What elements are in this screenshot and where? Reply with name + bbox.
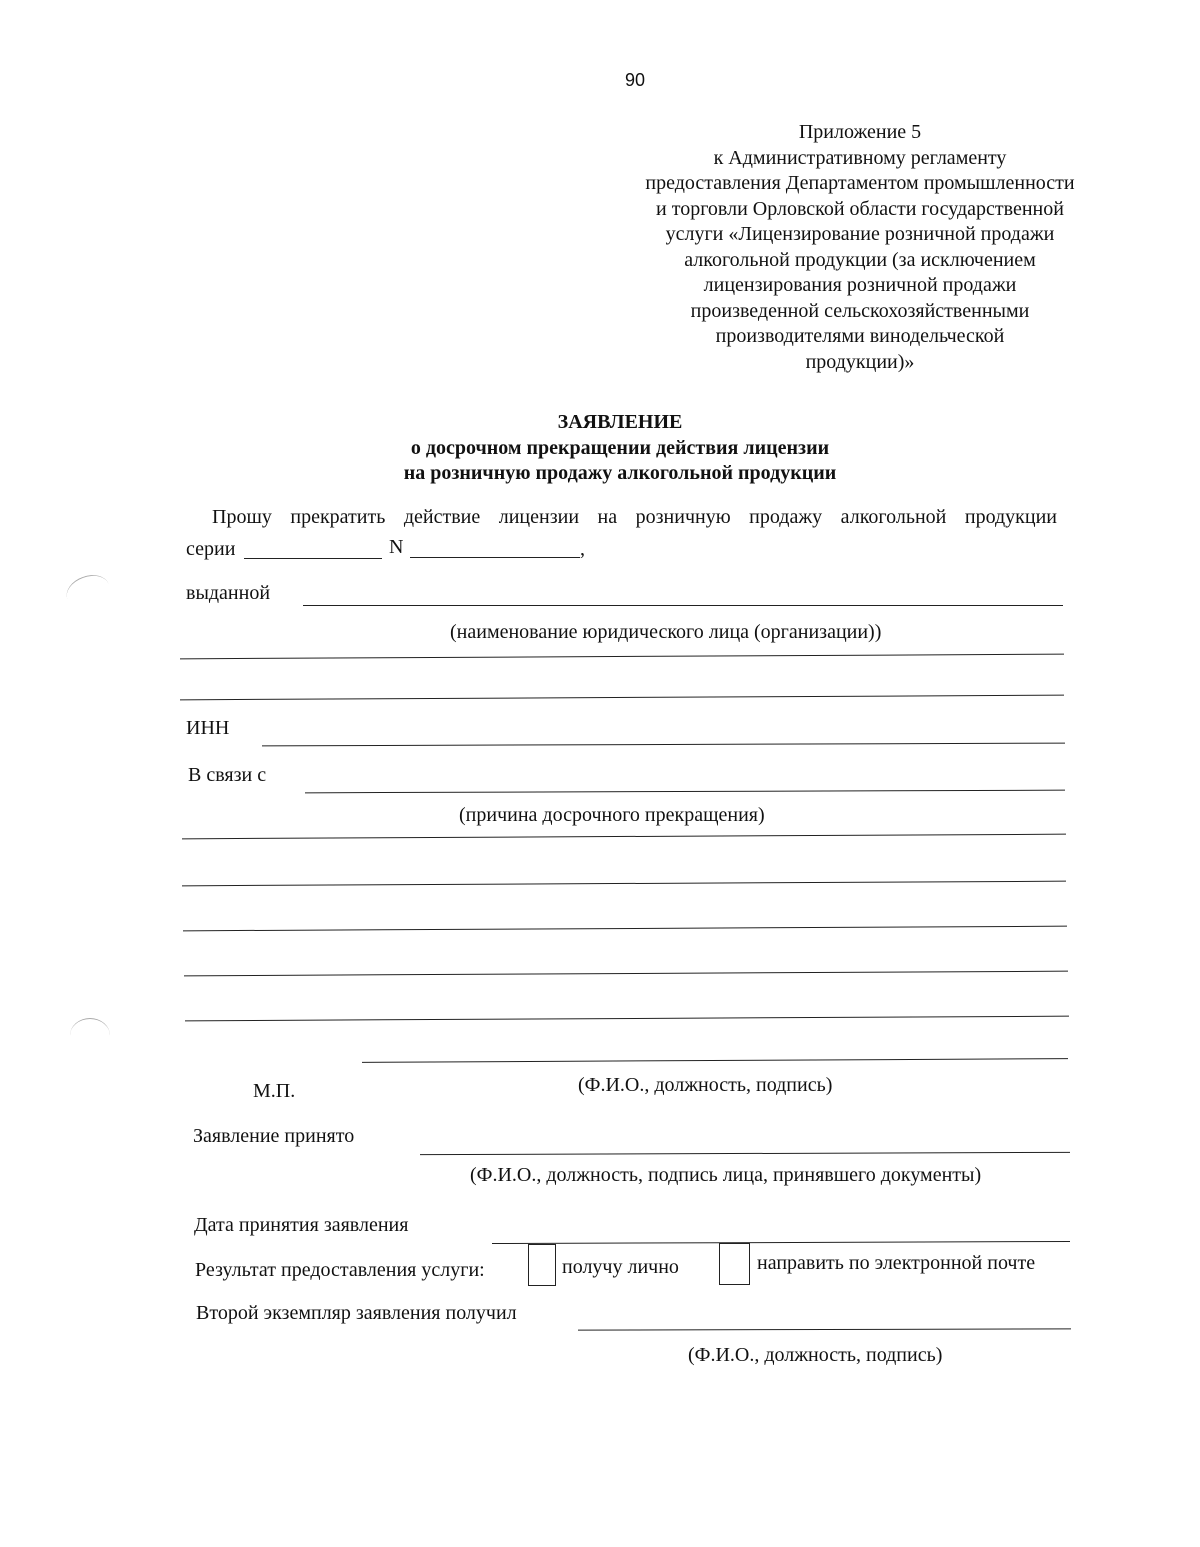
appendix-header	[600, 120, 1120, 375]
date-label: Дата принятия заявления	[194, 1214, 409, 1236]
document-subtitle-line-2: на розничную продажу алкогольной продукции	[403, 462, 837, 484]
accepted-hint: (Ф.И.О., должность, подпись лица, принявшего документы)	[470, 1164, 982, 1186]
copy-received-hint: (Ф.И.О., должность, подпись)	[688, 1344, 943, 1366]
appendix-line: предоставления Департаментом промышленности	[645, 172, 1075, 194]
email-option-label: направить по электронной почте	[757, 1252, 1036, 1274]
number-field[interactable]	[410, 557, 580, 558]
stamp-label: М.П.	[253, 1080, 296, 1102]
reason-field-line-1[interactable]	[182, 834, 1066, 840]
issued-field[interactable]	[303, 605, 1063, 606]
document-subtitle-line-1: о досрочном прекращении действия лицензии	[410, 437, 830, 459]
reason-field-line-3[interactable]	[183, 926, 1067, 932]
inn-label: ИНН	[186, 717, 230, 739]
document-title: ЗАЯВЛЕНИЕ	[557, 411, 683, 433]
appendix-line: услуги «Лицензирование розничной продажи	[665, 223, 1055, 245]
signature-field[interactable]	[362, 1058, 1068, 1063]
org-name-field-line-1[interactable]	[180, 654, 1064, 660]
copy-received-label: Второй экземпляр заявления получил	[196, 1302, 517, 1324]
request-text: Прошу прекратить действие лицензии на розничную продажу алкогольной продукции	[212, 506, 1057, 528]
reason-field-line-5[interactable]	[185, 1016, 1069, 1022]
inn-field[interactable]	[262, 743, 1065, 747]
signature-hint: (Ф.И.О., должность, подпись)	[578, 1074, 833, 1096]
org-name-field-line-2[interactable]	[180, 695, 1064, 701]
appendix-line: лицензирования розничной продажи	[703, 274, 1017, 296]
issued-label: выданной	[186, 582, 271, 604]
punch-hole-shadow	[62, 569, 114, 613]
reason-field[interactable]	[305, 790, 1065, 794]
appendix-line: и торговли Орловской области государственной	[656, 197, 1064, 220]
appendix-line: алкогольной продукции (за исключением	[684, 248, 1036, 271]
accepted-field[interactable]	[420, 1152, 1070, 1155]
comma: ,	[580, 538, 585, 560]
copy-received-field[interactable]	[578, 1328, 1071, 1330]
reason-field-line-2[interactable]	[182, 881, 1066, 887]
punch-hole-shadow	[70, 1018, 110, 1053]
appendix-line: продукции)»	[805, 350, 915, 373]
personal-checkbox[interactable]	[528, 1244, 556, 1286]
appendix-line: Приложение 5	[798, 121, 922, 143]
personal-option-label: получу лично	[562, 1256, 679, 1278]
accepted-label: Заявление принято	[193, 1125, 355, 1147]
reason-field-line-4[interactable]	[184, 971, 1068, 977]
reason-label: В связи с	[188, 764, 267, 786]
appendix-line: произведенной сельскохозяйственными	[690, 299, 1030, 322]
series-label: серии	[186, 538, 236, 560]
reason-hint: (причина досрочного прекращения)	[459, 804, 765, 826]
number-label: N	[389, 536, 404, 558]
page-number: 90	[624, 70, 646, 90]
series-field[interactable]	[244, 558, 382, 559]
appendix-line: производителями винодельческой	[715, 325, 1005, 347]
date-field[interactable]	[492, 1241, 1070, 1244]
email-checkbox[interactable]	[719, 1243, 750, 1285]
appendix-line: к Административному регламенту	[713, 146, 1007, 169]
result-label: Результат предоставления услуги:	[195, 1259, 485, 1281]
org-name-hint: (наименование юридического лица (организации))	[450, 621, 882, 643]
